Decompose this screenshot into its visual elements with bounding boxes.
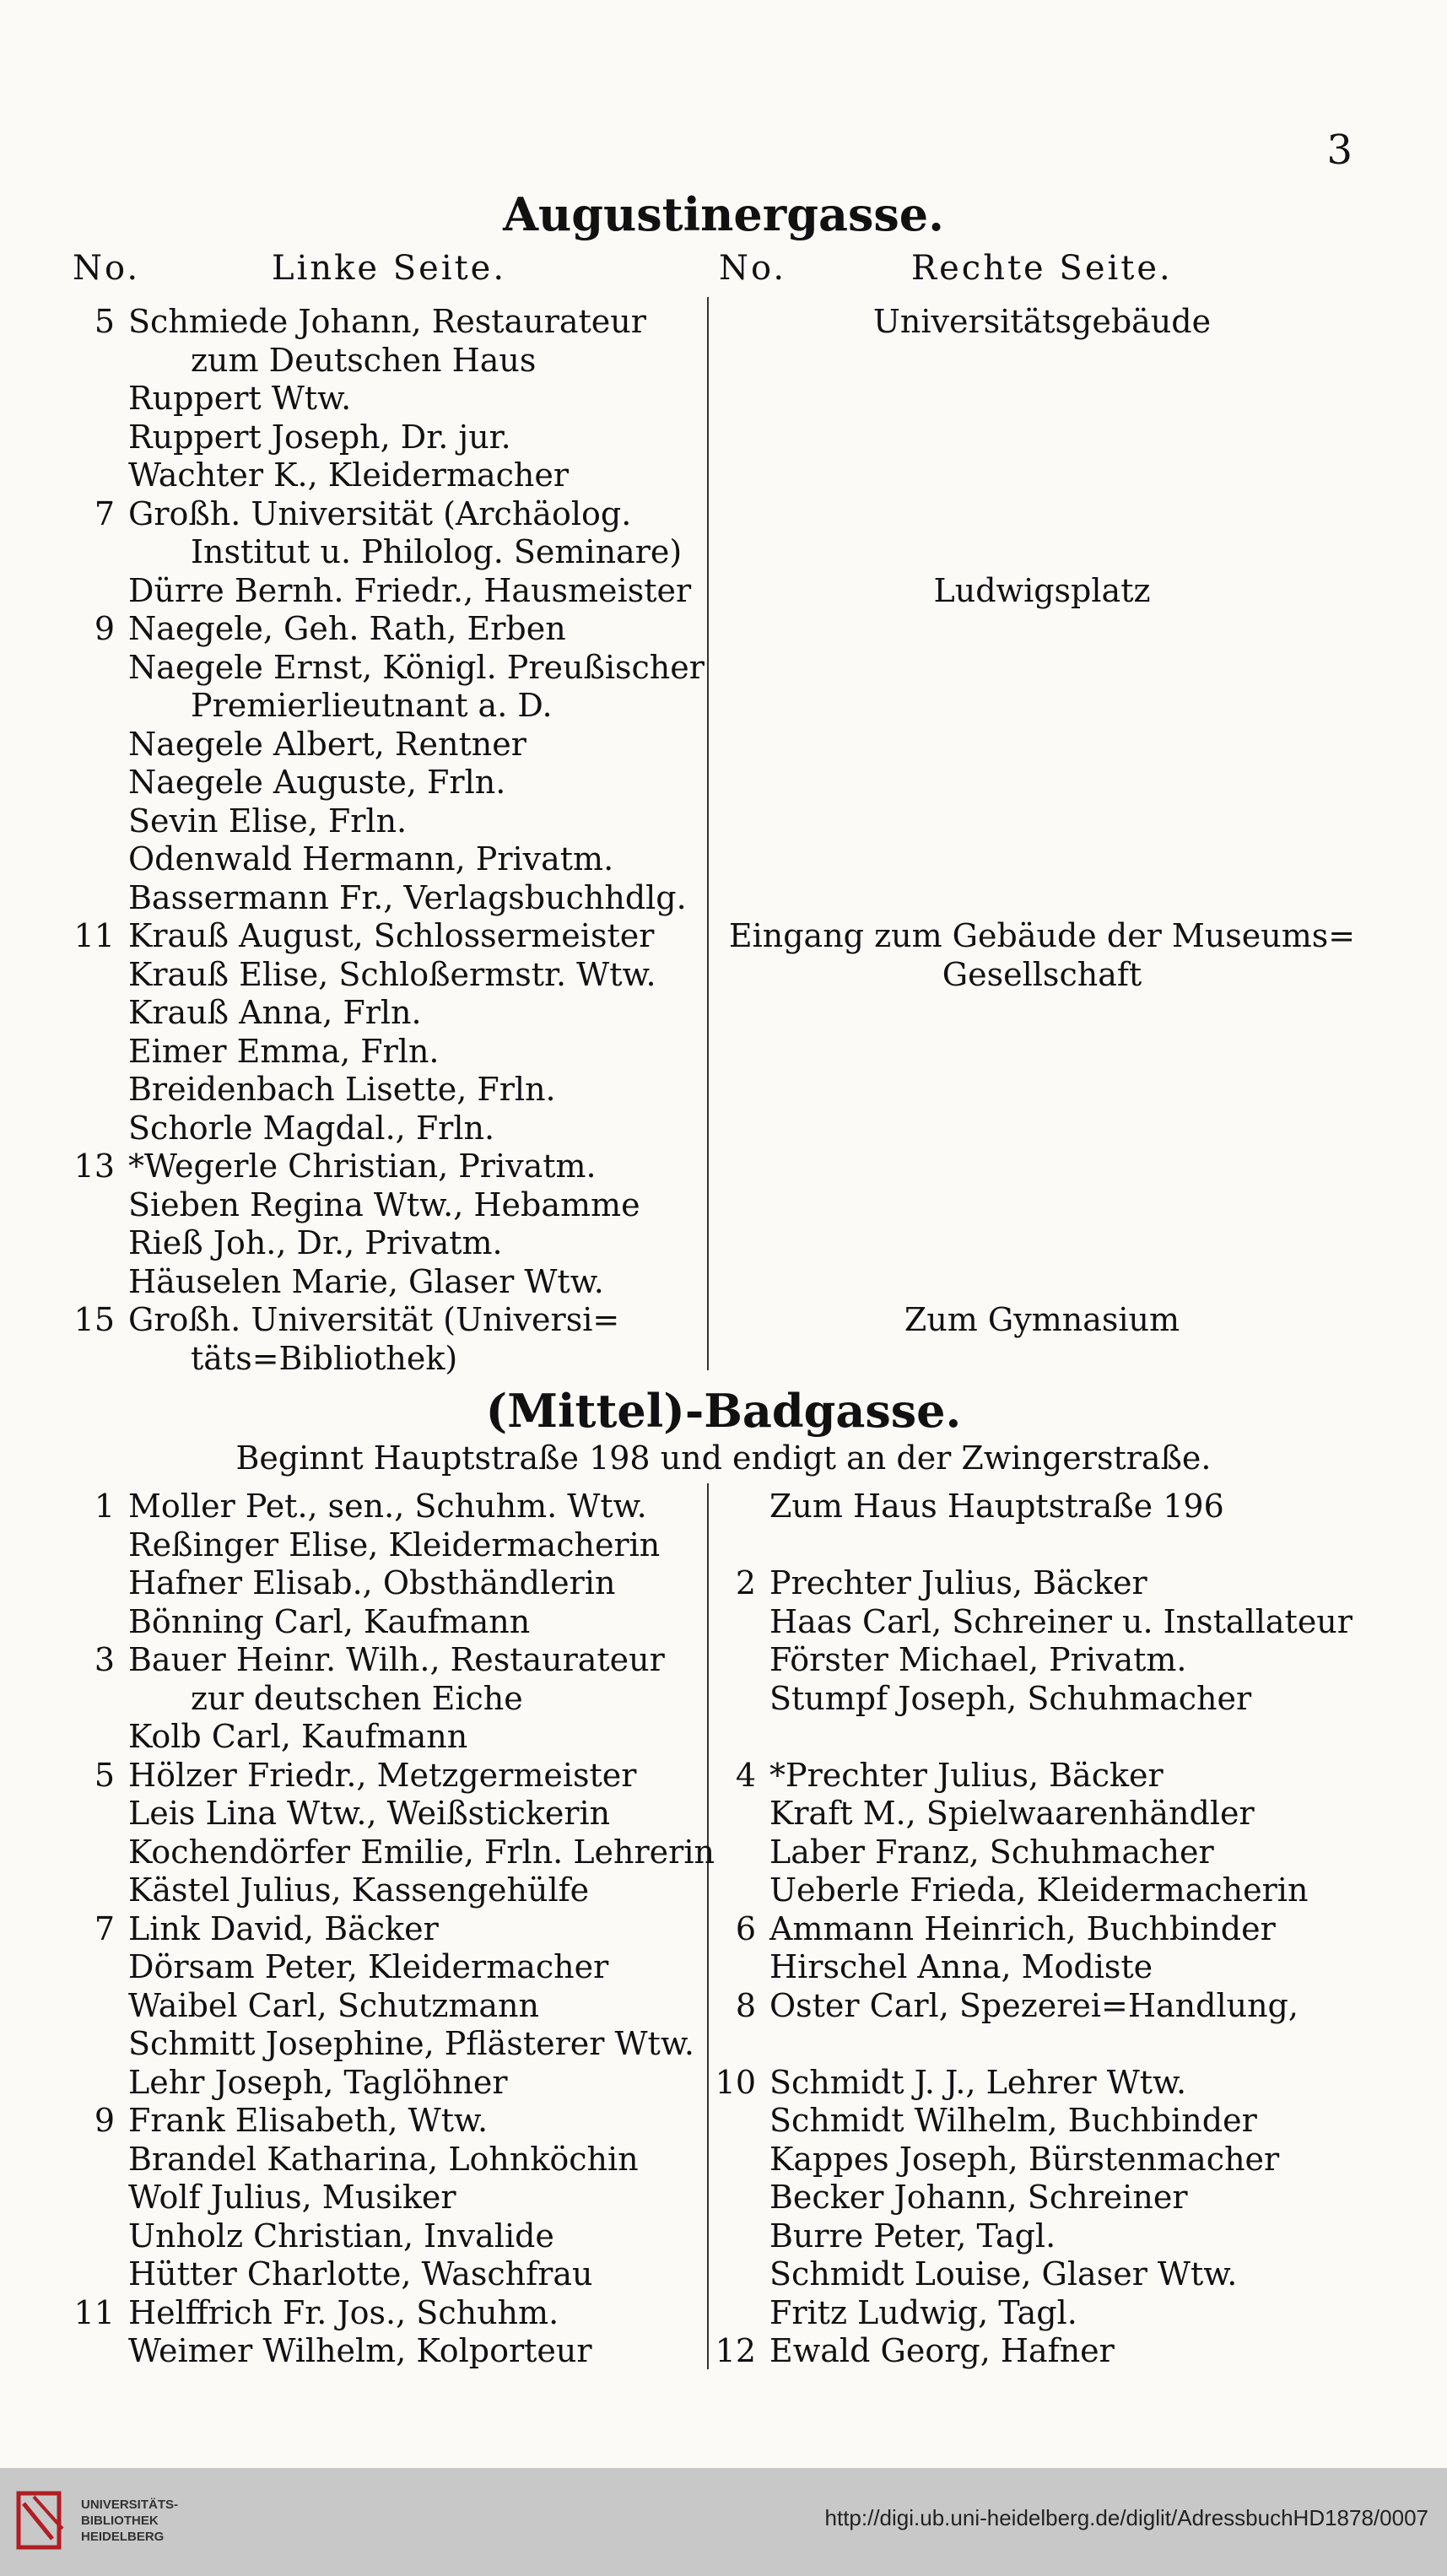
resident-entry: Stumpf Joseph, Schuhmacher xyxy=(769,1679,1252,1717)
section-title-badgasse: (Mittel)-Badgasse. xyxy=(485,1384,962,1438)
house-number: 9 xyxy=(94,610,115,647)
resident-entry: Ewald Georg, Hafner xyxy=(769,2332,1115,2369)
resident-entry: Bassermann Fr., Verlagsbuchhdlg. xyxy=(128,878,687,916)
resident-entry: Ruppert Wtw. xyxy=(128,380,352,417)
resident-entry: Unholz Christian, Invalide xyxy=(128,2217,554,2255)
house-number: 5 xyxy=(94,303,115,340)
resident-entry: Naegele Auguste, Frln. xyxy=(128,764,506,801)
resident-entry: Institut u. Philolog. Seminare) xyxy=(191,533,683,570)
resident-entry: Ruppert Joseph, Dr. jur. xyxy=(128,418,511,456)
resident-entry: Schmidt Wilhelm, Buchbinder xyxy=(769,2102,1257,2139)
resident-entry: Hölzer Friedr., Metzgermeister xyxy=(128,1756,637,1794)
resident-entry: zum Deutschen Haus xyxy=(191,341,537,379)
section-title-augustinergasse: Augustinergasse. xyxy=(503,187,944,241)
resident-entry: Sevin Elise, Frln. xyxy=(128,802,408,840)
source-url-link[interactable]: http://digi.ub.uni-heidelberg.de/diglit/AdressbuchHD1878/0007 xyxy=(824,2505,1428,2530)
resident-entry: Kappes Joseph, Bürstenmacher xyxy=(769,2140,1280,2178)
resident-entry: Schmitt Josephine, Pflästerer Wtw. xyxy=(128,2025,694,2062)
resident-entry: Burre Peter, Tagl. xyxy=(769,2217,1056,2255)
resident-entry: Rieß Joh., Dr., Privatm. xyxy=(128,1224,503,1261)
resident-entry: Wachter K., Kleidermacher xyxy=(128,456,570,494)
resident-entry: Großh. Universität (Archäolog. xyxy=(128,494,632,532)
resident-entry: Zum Gymnasium xyxy=(904,1301,1180,1338)
column-header-no-right: No. xyxy=(719,249,787,288)
library-name xyxy=(81,2497,178,2545)
resident-entry: Ammann Heinrich, Buchbinder xyxy=(769,1909,1276,1947)
resident-entry: Bönning Carl, Kaufmann xyxy=(128,1602,531,1640)
house-number: 9 xyxy=(94,2102,115,2139)
resident-entry: *Prechter Julius, Bäcker xyxy=(769,1756,1164,1794)
resident-entry: Eimer Emma, Frln. xyxy=(128,1032,440,1070)
resident-entry: Weimer Wilhelm, Kolporteur xyxy=(128,2332,592,2369)
house-number: 5 xyxy=(94,1756,115,1794)
resident-entry: Frank Elisabeth, Wtw. xyxy=(128,2102,489,2139)
resident-entry: Moller Pet., sen., Schuhm. Wtw. xyxy=(128,1488,647,1525)
column-header-no-left: No. xyxy=(73,249,141,288)
resident-entry: Schmiede Johann, Restaurateur xyxy=(128,303,646,340)
house-number: 7 xyxy=(94,494,115,532)
house-number: 4 xyxy=(735,1756,756,1794)
library-name-line: BIBLIOTHEK xyxy=(81,2514,159,2528)
resident-entry: Ueberle Frieda, Kleidermacherin xyxy=(769,1871,1309,1909)
resident-entry: Hütter Charlotte, Waschfrau xyxy=(128,2255,593,2292)
resident-entry: Sieben Regina Wtw., Hebamme xyxy=(128,1185,640,1223)
resident-entry: Brandel Katharina, Lohnköchin xyxy=(128,2140,639,2178)
house-number: 3 xyxy=(94,1641,115,1678)
section-intro: Beginnt Hauptstraße 198 und endigt an der Zwingerstraße. xyxy=(235,1439,1212,1477)
resident-entry: zur deutschen Eiche xyxy=(191,1679,523,1717)
resident-entry: Breidenbach Lisette, Frln. xyxy=(128,1071,556,1108)
resident-entry: Fritz Ludwig, Tagl. xyxy=(769,2293,1077,2331)
resident-entry: Dürre Bernh. Friedr., Hausmeister xyxy=(128,571,692,609)
resident-entry: Haas Carl, Schreiner u. Installateur xyxy=(769,1602,1353,1640)
resident-entry: Naegele Albert, Rentner xyxy=(128,725,526,763)
house-number: 13 xyxy=(73,1148,115,1185)
house-number: 10 xyxy=(715,2063,756,2101)
resident-entry: Leis Lina Wtw., Weißstickerin xyxy=(128,1795,611,1832)
column-header-left-side: Linke Seite. xyxy=(272,249,507,288)
house-number: 8 xyxy=(735,1986,756,2024)
resident-entry: Naegele, Geh. Rath, Erben xyxy=(128,610,566,647)
house-number: 2 xyxy=(735,1564,756,1601)
page-number: 3 xyxy=(1326,127,1353,174)
house-number: 12 xyxy=(715,2332,756,2369)
house-number: 6 xyxy=(735,1909,756,1947)
column-header-right-side: Rechte Seite. xyxy=(911,249,1173,288)
resident-entry: Hirschel Anna, Modiste xyxy=(769,1948,1153,1985)
house-number: 1 xyxy=(94,1488,115,1525)
resident-entry: Häuselen Marie, Glaser Wtw. xyxy=(128,1262,604,1300)
resident-entry: Ludwigsplatz xyxy=(933,571,1151,609)
resident-entry: Reßinger Elise, Kleidermacherin xyxy=(128,1526,661,1563)
resident-entry: Gesellschaft xyxy=(942,955,1142,993)
resident-entry: Schmidt Louise, Glaser Wtw. xyxy=(769,2255,1238,2292)
resident-entry: Dörsam Peter, Kleidermacher xyxy=(128,1948,609,1985)
resident-entry: Schorle Magdal., Frln. xyxy=(128,1109,495,1147)
resident-entry: Bauer Heinr. Wilh., Restaurateur xyxy=(128,1641,665,1678)
university-library-logo-icon xyxy=(15,2487,69,2554)
resident-entry: Kochendörfer Emilie, Frln. Lehrerin xyxy=(128,1833,715,1871)
resident-entry: Wolf Julius, Musiker xyxy=(128,2179,456,2216)
resident-entry: Krauß August, Schlossermeister xyxy=(128,917,655,954)
resident-entry: Laber Franz, Schuhmacher xyxy=(769,1833,1214,1871)
resident-entry: Waibel Carl, Schutzmann xyxy=(128,1986,540,2024)
resident-entry: Odenwald Hermann, Privatm. xyxy=(128,840,614,878)
resident-entry: Premierlieutnant a. D. xyxy=(191,687,553,724)
resident-entry: Becker Johann, Schreiner xyxy=(769,2179,1188,2216)
library-name-line: UNIVERSITÄTS- xyxy=(81,2498,179,2512)
resident-entry: Eingang zum Gebäude der Museums= xyxy=(728,917,1356,954)
resident-entry: Zum Haus Hauptstraße 196 xyxy=(769,1488,1224,1525)
resident-entry: Naegele Ernst, Königl. Preußischer xyxy=(128,648,705,686)
house-number: 11 xyxy=(73,2293,115,2331)
library-name-line: HEIDELBERG xyxy=(81,2530,165,2544)
resident-entry: Kolb Carl, Kaufmann xyxy=(128,1718,468,1755)
resident-entry: Lehr Joseph, Taglöhner xyxy=(128,2063,508,2101)
resident-entry: Großh. Universität (Universi= xyxy=(128,1301,620,1338)
resident-entry: Oster Carl, Spezerei=Handlung, xyxy=(769,1986,1299,2024)
house-number: 15 xyxy=(73,1301,115,1338)
resident-entry: Universitätsgebäude xyxy=(872,303,1212,340)
footer-bar xyxy=(0,2468,1447,2576)
resident-entry: Helffrich Fr. Jos., Schuhm. xyxy=(128,2293,559,2331)
resident-entry: *Wegerle Christian, Privatm. xyxy=(128,1148,597,1185)
resident-entry: täts=Bibliothek) xyxy=(191,1339,458,1377)
resident-entry: Kästel Julius, Kassengehülfe xyxy=(128,1871,590,1909)
resident-entry: Hafner Elisab., Obsthändlerin xyxy=(128,1564,616,1601)
resident-entry: Förster Michael, Privatm. xyxy=(769,1641,1187,1678)
resident-entry: Link David, Bäcker xyxy=(128,1909,439,1947)
resident-entry: Krauß Anna, Frln. xyxy=(128,994,422,1031)
resident-entry: Schmidt J. J., Lehrer Wtw. xyxy=(769,2063,1187,2101)
house-number: 11 xyxy=(73,917,115,954)
resident-entry: Krauß Elise, Schloßermstr. Wtw. xyxy=(128,955,656,993)
house-number: 7 xyxy=(94,1909,115,1947)
resident-entry: Kraft M., Spielwaarenhändler xyxy=(769,1795,1255,1832)
resident-entry: Prechter Julius, Bäcker xyxy=(769,1564,1147,1601)
column-divider xyxy=(707,297,709,1370)
